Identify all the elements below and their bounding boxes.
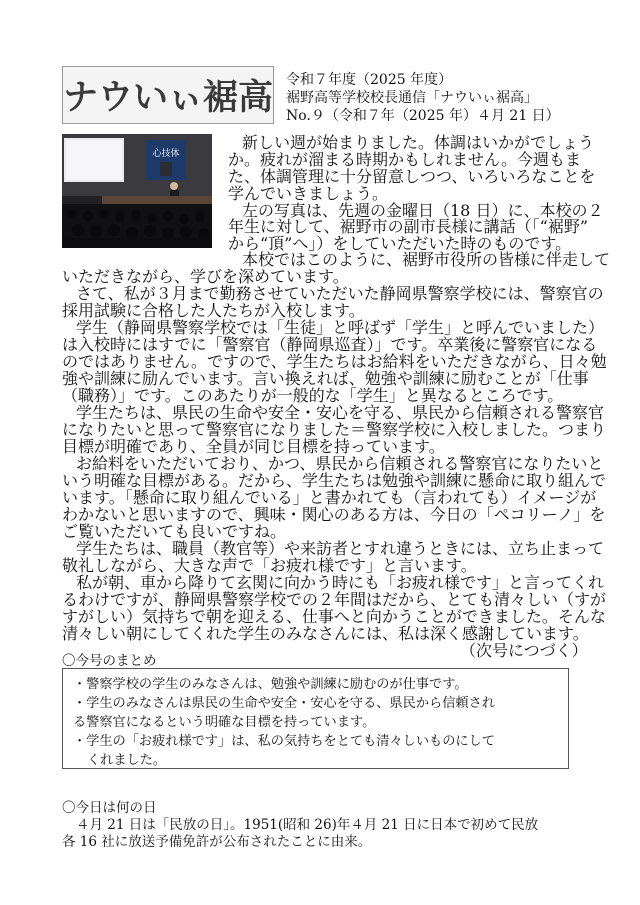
- article-line: 学生（静岡県警察学校では「生徒」と呼ばず「学生」と呼んでいました）: [76, 318, 605, 337]
- article-line: （職務）」です。このあたりが一般的な「学生」と異なるところです。: [62, 386, 564, 405]
- banner-text: 心技体: [152, 149, 180, 159]
- masthead-newsletter-name: 裾野高等学校校長通信「ナウいぃ裾高」: [286, 90, 538, 106]
- article-line: から“頂”へ」）をしていただいた時のものです。: [228, 234, 572, 253]
- article-line: 採用試験に合格した人たちが入校します。: [62, 301, 365, 320]
- article-line: すがしい）気持ちで朝を迎える、仕事へと向かうことができました。そんな: [62, 607, 606, 626]
- article-line: お給料をいただいており、かつ、県民から信頼される警察官になりたいと: [76, 454, 604, 473]
- today-line: ４月 21 日は「民放の日」。1951(昭和 26)年４月 21 日に日本で初めて民放: [76, 817, 539, 833]
- article-line: た、体調管理に十分留意しつつ、いろいろなことを: [228, 167, 596, 186]
- summary-heading: 〇今号のまとめ: [62, 653, 157, 669]
- article-line: は入校時にはすでに「警察官（静岡県巡査）」です。卒業後に警察官になる: [62, 335, 598, 354]
- article-line: るわけですが、静岡県警察学校での２年間はだから、とても清々しい（すが: [62, 590, 607, 609]
- article-line: 目標が明確であり、全員が同じ目標を持っています。: [62, 437, 445, 456]
- article-line: いただきながら、学びを深めています。: [62, 267, 349, 286]
- article-line: 本校ではこのように、裾野市役所の皆様に伴走して: [242, 250, 611, 269]
- article-line: 学生たちは、県民の生命や安全・安心を守る、県民から信頼される警察官: [76, 403, 605, 422]
- article-line: になりたいと思って警察官になりました＝警察学校に入校しました。つまり: [62, 420, 607, 439]
- summary-line: ・学生のみなさんは県民の生命や安全・安心を守る、県民から信頼され: [73, 696, 495, 711]
- article-line: のではありません。ですので、学生たちはお給料をいただきながら、日々勉: [62, 352, 607, 371]
- article-line: ご覧いただいても良いですね。: [62, 522, 287, 541]
- summary-line: ・警察学校の学生のみなさんは、勉強や訓練に励むのが仕事です。: [73, 677, 468, 692]
- article-line: 私が朝、車から降りて玄関に向かう時にも「お疲れ様です」と言ってくれ: [76, 573, 605, 592]
- summary-box: [62, 668, 569, 769]
- article-continued: （次号につづく）: [460, 641, 588, 660]
- article-line: わかないと思いますので、興味・関心のある方は、今日の「ペコリーノ」を: [62, 505, 606, 524]
- summary-line: る警察官になるという明確な目標を持っています。: [73, 715, 376, 730]
- summary-line: ・学生の「お疲れ様です」は、私の気持ちをとても清々しいものにして: [73, 734, 495, 749]
- lecture-photo: [62, 134, 212, 248]
- article-line: 新しい週が始まりました。体調はいかがでしょう: [242, 133, 595, 152]
- masthead-title-box: [62, 66, 274, 124]
- article-line: 清々しい朝にしてくれた学生のみなさんには、私は深く感謝しています。: [62, 624, 589, 643]
- article-line: か。疲れが溜まる時期かもしれません。今週もま: [228, 150, 581, 169]
- article-line: 学生たちは、職員（教官等）や来訪者とすれ違うときには、立ち止まって: [76, 539, 605, 558]
- article-line: いう明確な目標がある。だから、学生たちは勉強や訓練に懸命に取り組んで: [62, 471, 607, 490]
- masthead-issue-date: No.９（令和７年（2025 年）４月 21 日）: [286, 108, 560, 124]
- article-line: 年生に対して、裾野市の副市長様に講話（「“裾野”: [228, 217, 589, 236]
- article-line: います。「懸命に取り組んでいる」と書かれても（言われても）イメージが: [62, 488, 597, 507]
- article-line: さて、私が３月まで勤務させていただいた静岡県警察学校には、警察官の: [76, 284, 604, 303]
- today-line: 各 16 社に放送予備免許が公布されたことに由来。: [62, 834, 372, 850]
- article-line: 左の写真は、先週の金曜日（18 日）に、本校の２: [242, 201, 604, 220]
- masthead-year: 令和７年度（2025 年度）: [286, 72, 453, 88]
- summary-line: くれました。: [87, 753, 167, 768]
- article-line: 学んでいきましょう。: [228, 184, 389, 203]
- article-line: 強や訓練に励んでいます。言い換えれば、勉強や訓練に励むことが「仕事: [62, 369, 589, 388]
- lecture-photo-image: [62, 134, 212, 248]
- article-line: 敬礼しながら、大きな声で「お疲れ様です」と言います。: [62, 556, 477, 575]
- today-heading: 〇今日は何の日: [62, 800, 157, 816]
- masthead-title: ナウいぃ裾高: [63, 78, 274, 118]
